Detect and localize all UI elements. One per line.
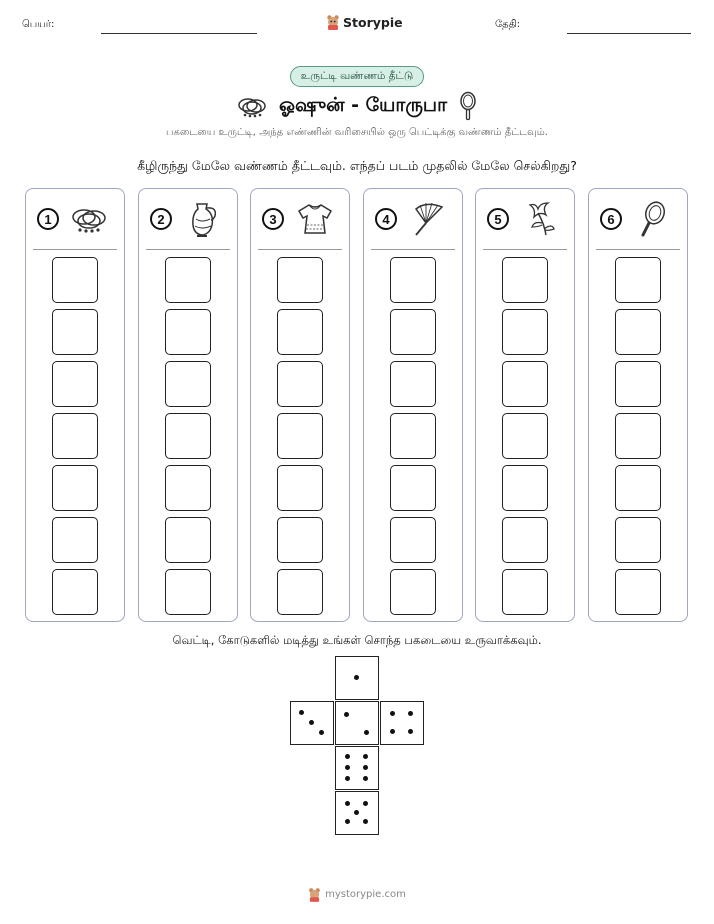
color-box[interactable]	[502, 309, 548, 355]
die-face-1	[335, 656, 379, 700]
color-box[interactable]	[502, 361, 548, 407]
color-box[interactable]	[277, 257, 323, 303]
color-box[interactable]	[615, 465, 661, 511]
column-6	[588, 188, 688, 622]
die-pip	[345, 765, 350, 770]
color-box[interactable]	[390, 569, 436, 615]
die-pip	[345, 776, 350, 781]
color-box[interactable]	[502, 569, 548, 615]
color-box[interactable]	[52, 569, 98, 615]
die-pip	[390, 711, 395, 716]
die-pip	[408, 711, 413, 716]
color-box[interactable]	[277, 517, 323, 563]
storypie-mascot-icon	[326, 14, 340, 30]
column-number: 6	[600, 208, 622, 230]
color-box[interactable]	[615, 309, 661, 355]
color-box[interactable]	[615, 361, 661, 407]
die-pip	[364, 730, 369, 735]
mirror-icon	[459, 91, 477, 121]
die-pip	[363, 819, 368, 824]
color-box[interactable]	[390, 361, 436, 407]
color-box[interactable]	[165, 309, 211, 355]
die-face-2	[335, 701, 379, 745]
die-face-6	[335, 746, 379, 790]
cut-instruction: வெட்டி, கோடுகளில் மடித்து உங்கள் சொந்த பகடையை உருவாக்கவும்.	[172, 633, 542, 647]
color-box[interactable]	[277, 309, 323, 355]
fan-icon	[408, 199, 448, 239]
die-face-3	[290, 701, 334, 745]
column-4	[363, 188, 463, 622]
column-divider	[258, 249, 342, 250]
color-box[interactable]	[52, 361, 98, 407]
color-box[interactable]	[390, 413, 436, 459]
color-box[interactable]	[277, 413, 323, 459]
color-box[interactable]	[165, 569, 211, 615]
die-face-5	[335, 791, 379, 835]
flower-icon	[520, 199, 560, 239]
color-box[interactable]	[52, 465, 98, 511]
die-pip	[344, 712, 349, 717]
subtitle: பகடையை உருட்டி, அந்த எண்ணின் வரிசையில் ஒரு பெட்டிக்கு வண்ணம் தீட்டவும்.	[166, 127, 548, 138]
color-box[interactable]	[277, 465, 323, 511]
color-box[interactable]	[502, 517, 548, 563]
footer	[308, 887, 406, 902]
column-divider	[483, 249, 567, 250]
column-number: 3	[262, 208, 284, 230]
page-title: ஓஷுன் - யோருபா	[279, 93, 447, 116]
die-pip	[299, 710, 304, 715]
color-box[interactable]	[502, 257, 548, 303]
column-number: 2	[150, 208, 172, 230]
color-box[interactable]	[615, 257, 661, 303]
jug-icon	[183, 199, 223, 239]
die-pip	[363, 776, 368, 781]
dress-icon	[295, 199, 335, 239]
color-box[interactable]	[615, 517, 661, 563]
die-pip	[363, 765, 368, 770]
die-pip	[345, 801, 350, 806]
column-1	[25, 188, 125, 622]
column-divider	[146, 249, 230, 250]
color-box[interactable]	[165, 361, 211, 407]
activity-tag: உருட்டி வண்ணம் தீட்டு	[290, 66, 424, 87]
color-box[interactable]	[52, 257, 98, 303]
die-pip	[354, 675, 359, 680]
bracelets-icon	[70, 199, 110, 239]
die-face-4	[380, 701, 424, 745]
brand-logo	[326, 14, 403, 30]
color-box[interactable]	[502, 413, 548, 459]
instruction: கீழிருந்து மேலே வண்ணம் தீட்டவும். எந்தப் படம் முதலில் மேலே செல்கிறது?	[137, 158, 577, 173]
column-number: 5	[487, 208, 509, 230]
color-box[interactable]	[390, 517, 436, 563]
color-box[interactable]	[277, 361, 323, 407]
column-number: 4	[375, 208, 397, 230]
brand-name: Storypie	[343, 14, 403, 30]
color-box[interactable]	[615, 569, 661, 615]
color-box[interactable]	[165, 465, 211, 511]
mirror-icon	[633, 199, 673, 239]
color-box[interactable]	[390, 257, 436, 303]
storypie-mascot-icon	[308, 887, 321, 902]
date-label: தேதி:	[495, 19, 521, 30]
column-2	[138, 188, 238, 622]
name-label: பெயர்:	[22, 19, 55, 30]
color-box[interactable]	[52, 413, 98, 459]
color-box[interactable]	[165, 257, 211, 303]
color-box[interactable]	[165, 517, 211, 563]
color-box[interactable]	[390, 309, 436, 355]
column-3	[250, 188, 350, 622]
die-pip	[345, 754, 350, 759]
color-box[interactable]	[390, 465, 436, 511]
die-pip	[363, 754, 368, 759]
color-box[interactable]	[615, 413, 661, 459]
column-divider	[596, 249, 680, 250]
column-5	[475, 188, 575, 622]
color-box[interactable]	[52, 309, 98, 355]
die-pip	[354, 810, 359, 815]
column-divider	[371, 249, 455, 250]
color-box[interactable]	[165, 413, 211, 459]
die-pip	[345, 819, 350, 824]
die-pip	[309, 720, 314, 725]
color-box[interactable]	[277, 569, 323, 615]
bracelets-icon	[237, 93, 267, 119]
color-box[interactable]	[502, 465, 548, 511]
color-box[interactable]	[52, 517, 98, 563]
column-divider	[33, 249, 117, 250]
die-pip	[363, 801, 368, 806]
die-net	[290, 656, 424, 836]
name-line[interactable]	[101, 33, 257, 34]
footer-url[interactable]: mystorypie.com	[325, 889, 406, 900]
date-line[interactable]	[567, 33, 691, 34]
column-number: 1	[37, 208, 59, 230]
die-pip	[390, 729, 395, 734]
die-pip	[408, 729, 413, 734]
die-pip	[319, 730, 324, 735]
